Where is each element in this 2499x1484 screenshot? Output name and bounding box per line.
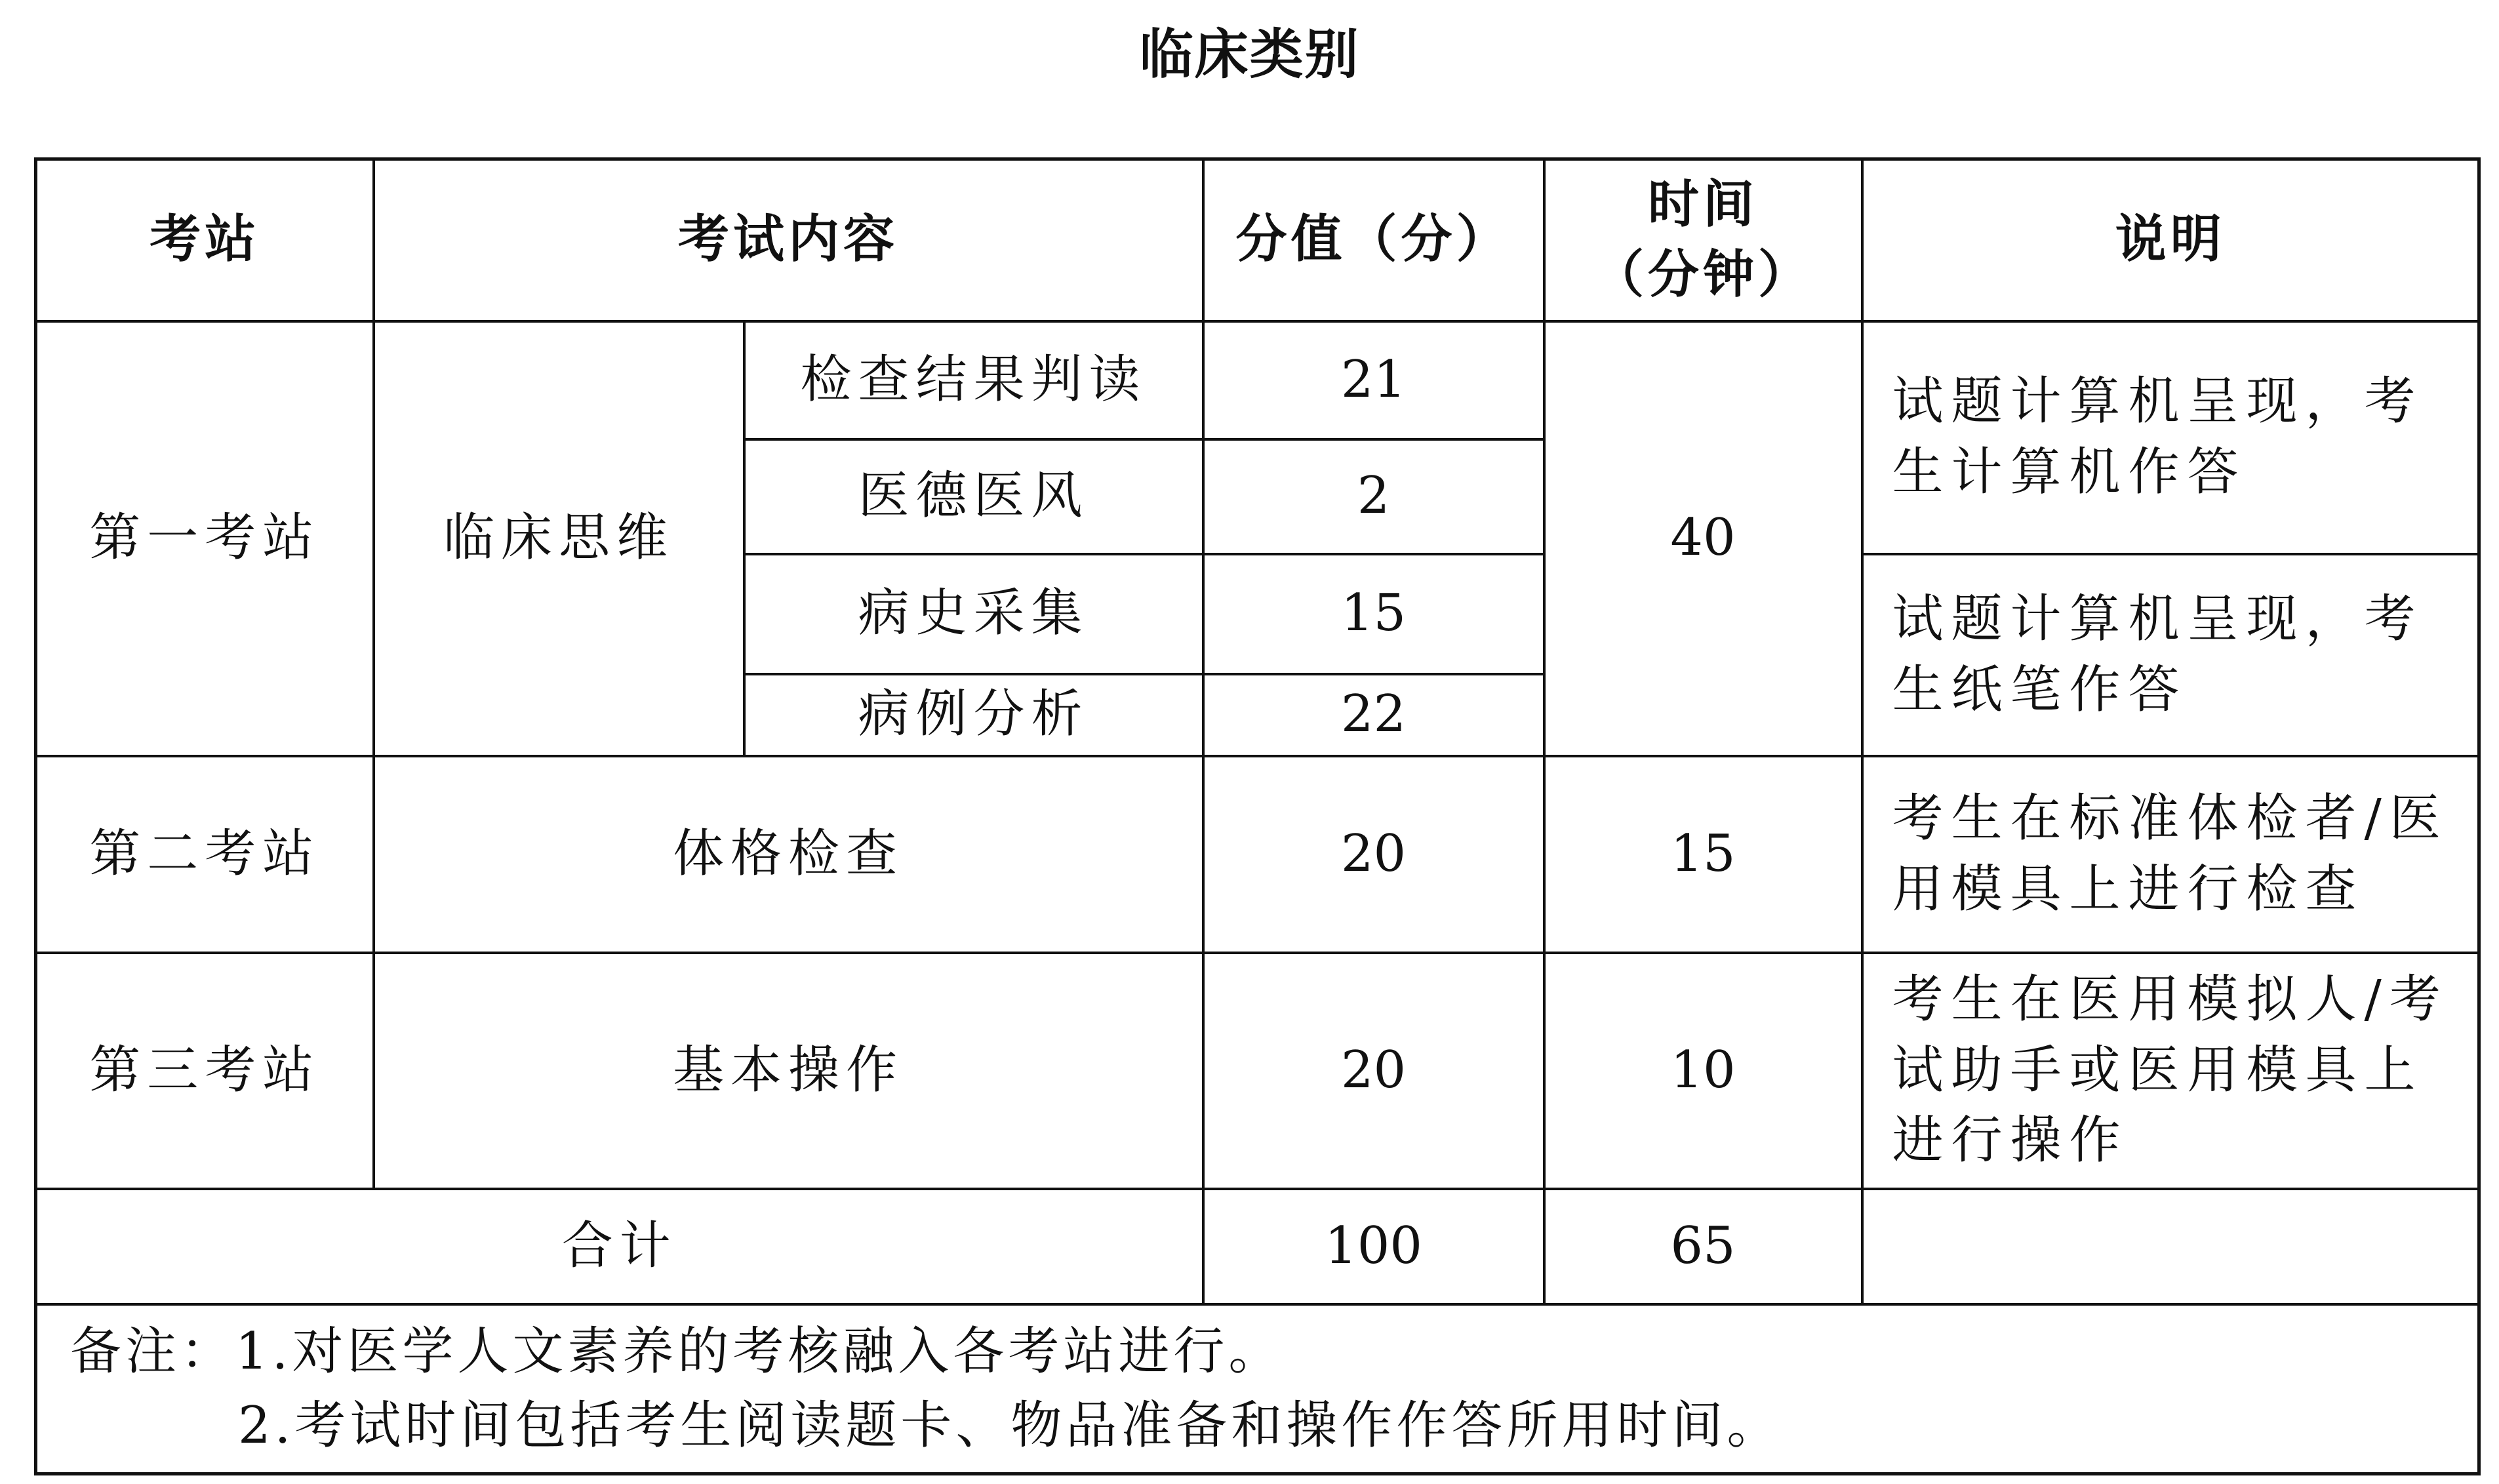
- header-station: 考站: [36, 159, 374, 321]
- station1-category: 临床思维: [374, 321, 744, 756]
- document-title: 临床类别: [1139, 24, 1360, 86]
- station3-time: 10: [1544, 953, 1862, 1189]
- header-time-line2: （分钟）: [1593, 245, 1814, 305]
- station1-item-name: 检查结果判读: [744, 321, 1203, 439]
- remark-line-1: [70, 1315, 2458, 1389]
- table-row: [36, 756, 2479, 953]
- header-score: 分值（分）: [1203, 159, 1544, 321]
- station2-content: 体格检查: [374, 756, 1203, 953]
- station3-content: 基本操作: [374, 953, 1203, 1189]
- station1-item-score: 2: [1203, 439, 1544, 554]
- remark-text-1: 1.对医学人文素养的考核融入各考站进行。: [235, 1321, 1284, 1381]
- header-row: [36, 159, 2479, 321]
- station1-time: 40: [1544, 321, 1862, 756]
- header-note: 说明: [1862, 159, 2479, 321]
- total-label: 合计: [36, 1189, 1203, 1304]
- station3-score: 20: [1203, 953, 1544, 1189]
- remarks-cell: [36, 1304, 2479, 1474]
- remark-line-2: 2.考试时间包括考生阅读题卡、物品准备和操作作答所用时间。: [238, 1395, 1782, 1455]
- station2-time: 15: [1544, 756, 1862, 953]
- station3-name: 第三考站: [36, 953, 374, 1189]
- table-row: [36, 953, 2479, 1189]
- total-note: [1862, 1189, 2479, 1304]
- station1-item-score: 15: [1203, 554, 1544, 674]
- header-time-line1: 时间: [1648, 174, 1759, 234]
- station1-note-a: 试题计算机呈现，考生计算机作答: [1862, 321, 2479, 554]
- station2-score: 20: [1203, 756, 1544, 953]
- station1-note-b: 试题计算机呈现，考生纸笔作答: [1862, 554, 2479, 756]
- station1-item-name: 医德医风: [744, 439, 1203, 554]
- station1-item-name: 病例分析: [744, 674, 1203, 756]
- station2-name: 第二考站: [36, 756, 374, 953]
- total-time: 65: [1544, 1189, 1862, 1304]
- station1-name: 第一考站: [36, 321, 374, 756]
- header-content: 考试内容: [374, 159, 1203, 321]
- exam-schedule-table: [34, 157, 2481, 1475]
- total-score: 100: [1203, 1189, 1544, 1304]
- station1-item-name: 病史采集: [744, 554, 1203, 674]
- station3-note: 考生在医用模拟人/考试助手或医用模具上进行操作: [1862, 953, 2479, 1189]
- remarks-row: [36, 1304, 2479, 1474]
- station2-note: 考生在标准体检者/医用模具上进行检查: [1862, 756, 2479, 953]
- station1-item-score: 22: [1203, 674, 1544, 756]
- station1-item-score: 21: [1203, 321, 1544, 439]
- remarks-label: 备注：: [70, 1321, 236, 1381]
- total-row: [36, 1189, 2479, 1304]
- header-time: [1544, 159, 1862, 321]
- table-row: [36, 321, 2479, 439]
